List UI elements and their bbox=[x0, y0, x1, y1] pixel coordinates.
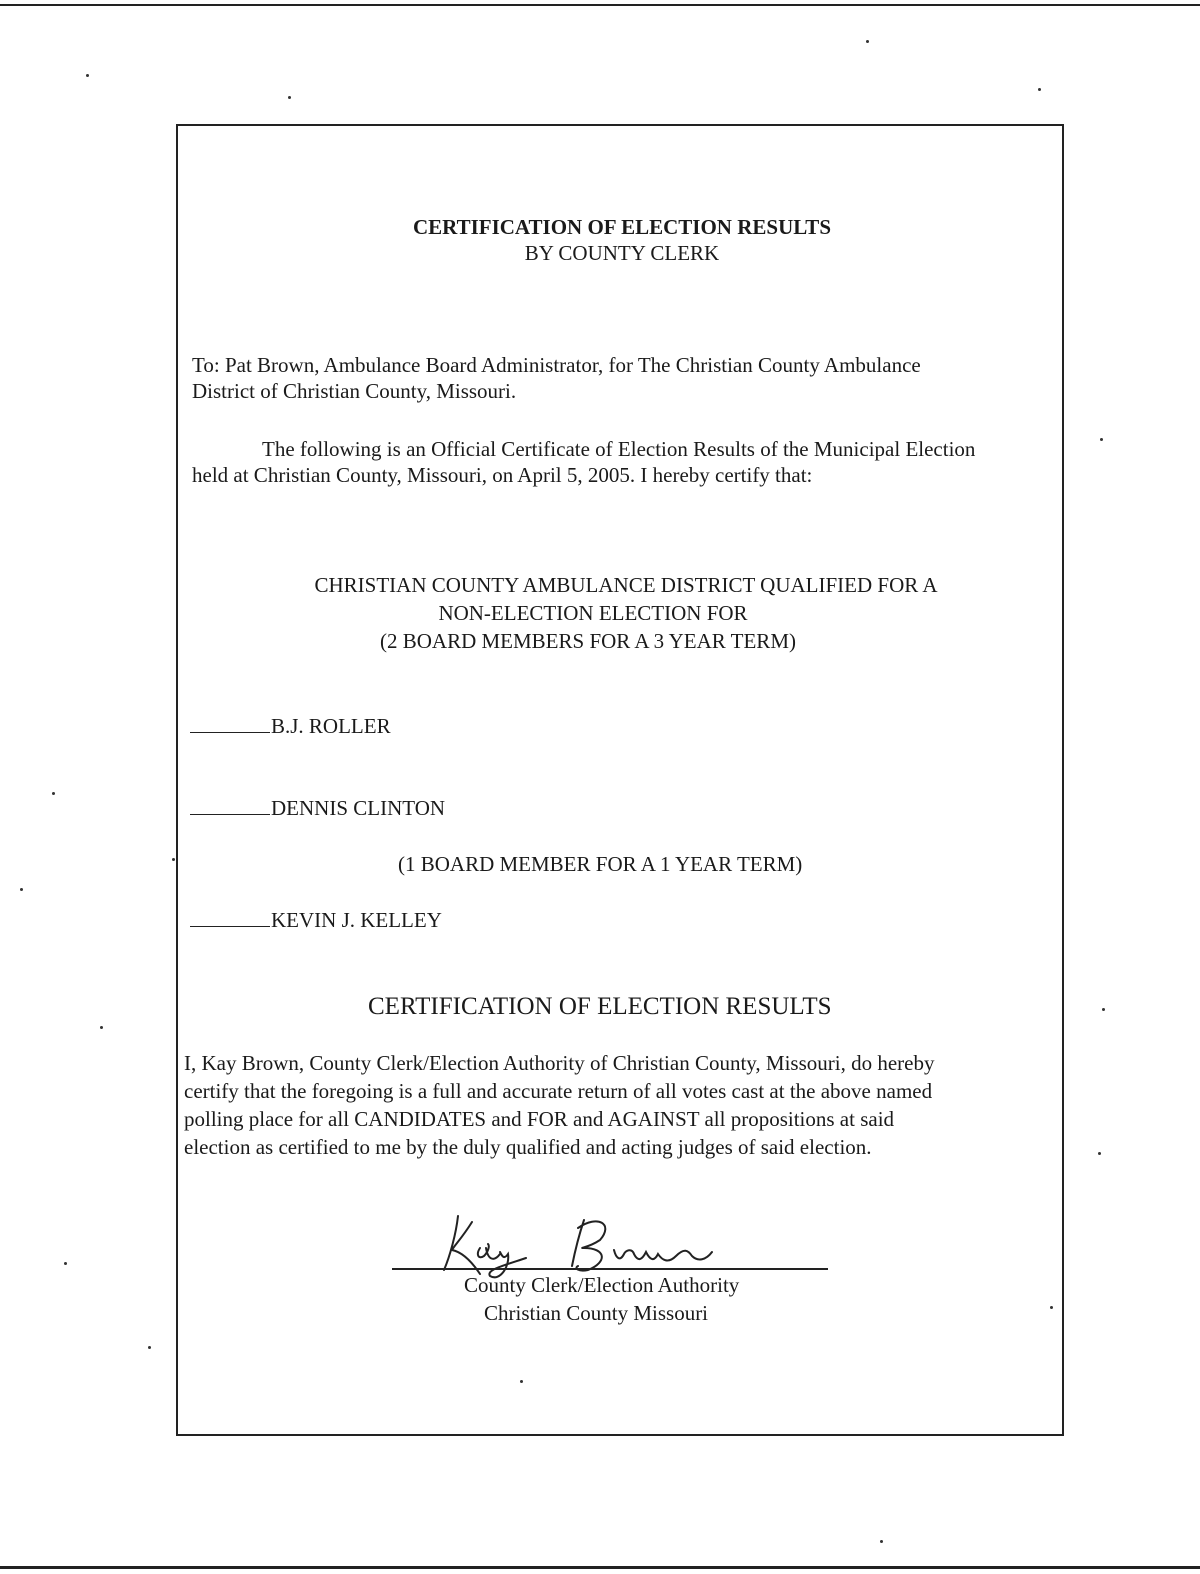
scan-edge-top bbox=[0, 4, 1200, 6]
scan-edge-bottom bbox=[0, 1566, 1200, 1569]
scan-speck bbox=[880, 1540, 883, 1543]
scan-speck bbox=[1050, 1306, 1053, 1309]
addressee-line-2: District of Christian County, Missouri. bbox=[192, 379, 517, 403]
statement-line-4: election as certified to me by the duly qualified and acting judges of said election. bbox=[184, 1135, 872, 1159]
document-title: CERTIFICATION OF ELECTION RESULTS bbox=[412, 215, 831, 239]
scan-speck bbox=[1038, 88, 1041, 91]
scan-speck bbox=[520, 1380, 523, 1383]
intro-line-1: The following is an Official Certificate of Election Results of the Municipal Election bbox=[262, 437, 976, 461]
candidate-name: KEVIN J. KELLEY bbox=[271, 908, 442, 932]
scan-speck bbox=[1100, 438, 1103, 441]
scan-speck bbox=[1098, 1152, 1101, 1155]
signer-county: Christian County Missouri bbox=[484, 1301, 709, 1325]
district-line-2: NON-ELECTION ELECTION FOR bbox=[438, 601, 748, 625]
candidate-name: B.J. ROLLER bbox=[271, 714, 391, 738]
term-1yr-heading: (1 BOARD MEMBER FOR A 1 YEAR TERM) bbox=[398, 852, 803, 876]
district-line-1: CHRISTIAN COUNTY AMBULANCE DISTRICT QUALIFIED FOR A bbox=[314, 573, 938, 597]
statement-line-2: certify that the foregoing is a full and accurate return of all votes cast at the above named bbox=[184, 1079, 933, 1103]
document-subtitle: BY COUNTY CLERK bbox=[524, 241, 720, 265]
signer-title: County Clerk/Election Authority bbox=[464, 1273, 740, 1297]
candidate-name: DENNIS CLINTON bbox=[271, 796, 446, 820]
vote-blank bbox=[190, 712, 270, 733]
section-heading: CERTIFICATION OF ELECTION RESULTS bbox=[368, 993, 832, 1020]
scan-speck bbox=[100, 1026, 103, 1029]
scan-speck bbox=[1102, 1008, 1105, 1011]
scan-speck bbox=[288, 96, 291, 99]
scan-speck bbox=[86, 74, 89, 77]
statement-line-1: I, Kay Brown, County Clerk/Election Authority of Christian County, Missouri, do hereby bbox=[184, 1051, 935, 1075]
candidate-row bbox=[190, 906, 442, 933]
scan-speck bbox=[64, 1262, 67, 1265]
statement-line-3: polling place for all CANDIDATES and FOR and AGAINST all propositions at said bbox=[184, 1107, 895, 1131]
certificate-border bbox=[176, 124, 1064, 1436]
vote-blank bbox=[190, 794, 270, 815]
scan-speck bbox=[172, 858, 175, 861]
scan-speck bbox=[148, 1346, 151, 1349]
vote-blank bbox=[190, 906, 270, 927]
scan-speck bbox=[52, 792, 55, 795]
intro-line-2: held at Christian County, Missouri, on April 5, 2005. I hereby certify that: bbox=[192, 463, 813, 487]
scan-speck bbox=[20, 888, 23, 891]
addressee-line-1: To: Pat Brown, Ambulance Board Administrator, for The Christian County Ambulance bbox=[192, 353, 921, 377]
scan-speck bbox=[866, 40, 869, 43]
district-line-3: (2 BOARD MEMBERS FOR A 3 YEAR TERM) bbox=[380, 629, 796, 653]
candidate-row bbox=[190, 794, 445, 821]
signature-line bbox=[392, 1268, 828, 1270]
candidate-row bbox=[190, 712, 391, 739]
